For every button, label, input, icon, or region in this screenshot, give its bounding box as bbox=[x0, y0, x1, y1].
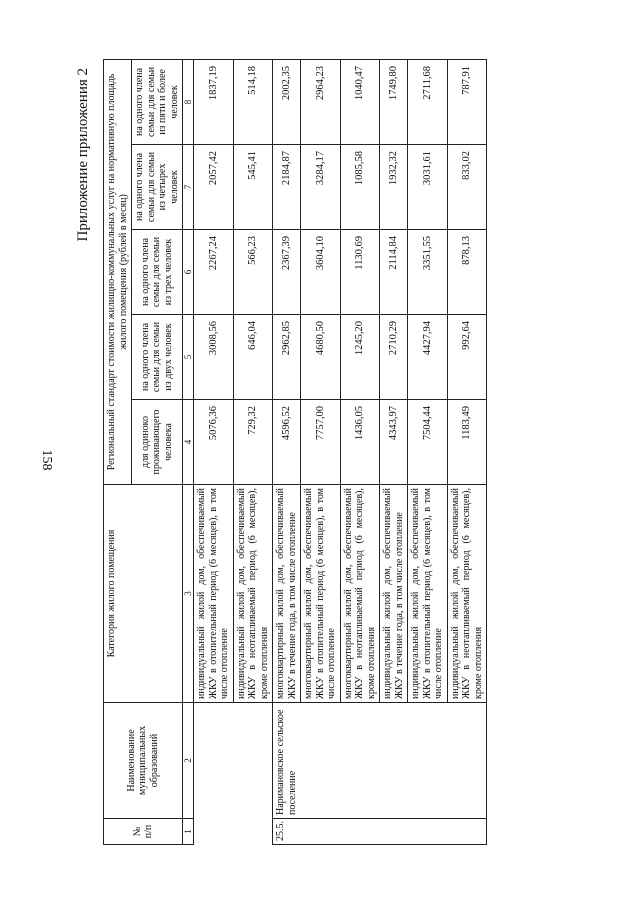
column-index: 4 bbox=[183, 400, 194, 485]
column-index: 2 bbox=[183, 703, 194, 819]
row-value: 2184,87 bbox=[273, 145, 301, 230]
row-value: 3604,10 bbox=[301, 230, 341, 315]
row-category: индивидуальный жилой дом, обеспечиваемый ЖКУ в течение года, в том числе отопление bbox=[380, 485, 408, 703]
row-value: 3284,17 bbox=[301, 145, 341, 230]
row-category: индивидуальный жилой дом, обеспечиваемый ЖКУ в отопительный период (6 месяцев), в том числе отопление bbox=[194, 485, 234, 703]
row-value: 3351,55 bbox=[408, 230, 448, 315]
row-value: 2710,29 bbox=[380, 315, 408, 400]
row-value: 1749,80 bbox=[380, 59, 408, 144]
row-value: 2711,68 bbox=[408, 59, 448, 144]
header-col7: на одного члена семьи для семьи из четырех человек bbox=[132, 145, 183, 230]
column-index: 1 bbox=[183, 819, 194, 845]
row-category: многоквартирный жилой дом, обеспечиваемый ЖКУ в неотапливаемый период (6 месяцев), кроме отопления bbox=[340, 485, 380, 703]
row-value: 7757,00 bbox=[301, 400, 341, 485]
row-value: 2114,84 bbox=[380, 230, 408, 315]
row-value: 646,04 bbox=[233, 315, 273, 400]
row-value: 787,91 bbox=[447, 59, 487, 144]
header-standard-group: Региональный стандарт стоимости жилищно-коммунальных услуг на нормативную площадь жилого помещения (рублей в месяц) bbox=[104, 59, 132, 484]
row-value: 2057,42 bbox=[194, 145, 234, 230]
row-value: 1040,47 bbox=[340, 59, 380, 144]
header-municipality: Наименование муниципальных образований bbox=[104, 703, 183, 819]
header-num: № п/п bbox=[104, 819, 183, 845]
row-category: индивидуальный жилой дом, обеспечиваемый ЖКУ в отопительный период (6 месяцев), в том числе отопление bbox=[408, 485, 448, 703]
row-value: 833,02 bbox=[447, 145, 487, 230]
row-value: 2962,85 bbox=[273, 315, 301, 400]
row-category: многоквартирный жилой дом, обеспечиваемый ЖКУ в отопительный период (6 месяцев), в том числе отопление bbox=[301, 485, 341, 703]
row-value: 566,23 bbox=[233, 230, 273, 315]
row-value: 1085,58 bbox=[340, 145, 380, 230]
row-value: 992,64 bbox=[447, 315, 487, 400]
row-value: 1183,49 bbox=[447, 400, 487, 485]
row-value: 1932,32 bbox=[380, 145, 408, 230]
row-value: 2367,39 bbox=[273, 230, 301, 315]
row-value: 545,41 bbox=[233, 145, 273, 230]
header-col5: на одного члена семьи для семьи из двух человек bbox=[132, 315, 183, 400]
column-index: 3 bbox=[183, 485, 194, 703]
row-value: 4596,52 bbox=[273, 400, 301, 485]
header-col8: на одного члена семьи для семьи из пяти и более человек bbox=[132, 59, 183, 144]
rotated-page-content bbox=[65, 60, 570, 845]
row-value: 7504,44 bbox=[408, 400, 448, 485]
row-value: 2267,24 bbox=[194, 230, 234, 315]
row-value: 1130,69 bbox=[340, 230, 380, 315]
column-index: 8 bbox=[183, 59, 194, 144]
row-value: 1436,05 bbox=[340, 400, 380, 485]
row-category: индивидуальный жилой дом, обеспечиваемый ЖКУ в неотапливаемый период (6 месяцев), кроме отопления bbox=[233, 485, 273, 703]
page-number: 158 bbox=[39, 449, 54, 471]
housing-standard-table bbox=[103, 59, 487, 845]
row-category: индивидуальный жилой дом, обеспечиваемый ЖКУ в неотапливаемый период (6 месяцев), кроме отопления bbox=[447, 485, 487, 703]
row-value: 514,18 bbox=[233, 59, 273, 144]
column-index: 6 bbox=[183, 230, 194, 315]
row-value: 729,32 bbox=[233, 400, 273, 485]
row-value: 4680,50 bbox=[301, 315, 341, 400]
header-category: Категория жилого помещения bbox=[104, 485, 183, 703]
header-col4: для одиноко проживающего человека bbox=[132, 400, 183, 485]
column-index: 5 bbox=[183, 315, 194, 400]
row-value: 4343,97 bbox=[380, 400, 408, 485]
row-value: 3008,56 bbox=[194, 315, 234, 400]
row-value: 5076,36 bbox=[194, 400, 234, 485]
section-number: 25.5. bbox=[273, 819, 487, 845]
header-col6: на одного члена семьи для семьи из трех человек bbox=[132, 230, 183, 315]
section-name: Наримановское сельское поселение bbox=[273, 703, 487, 819]
row-value: 1245,20 bbox=[340, 315, 380, 400]
row-value: 4427,94 bbox=[408, 315, 448, 400]
row-value: 878,13 bbox=[447, 230, 487, 315]
row-value: 2964,23 bbox=[301, 59, 341, 144]
row-category: многоквартирный жилой дом, обеспечиваемый ЖКУ в течение года, в том числе отопление bbox=[273, 485, 301, 703]
row-value: 3031,61 bbox=[408, 145, 448, 230]
column-index: 7 bbox=[183, 145, 194, 230]
appendix-title: Приложение приложения 2 bbox=[75, 68, 91, 242]
row-value: 2002,35 bbox=[273, 59, 301, 144]
row-value: 1837,19 bbox=[194, 59, 234, 144]
